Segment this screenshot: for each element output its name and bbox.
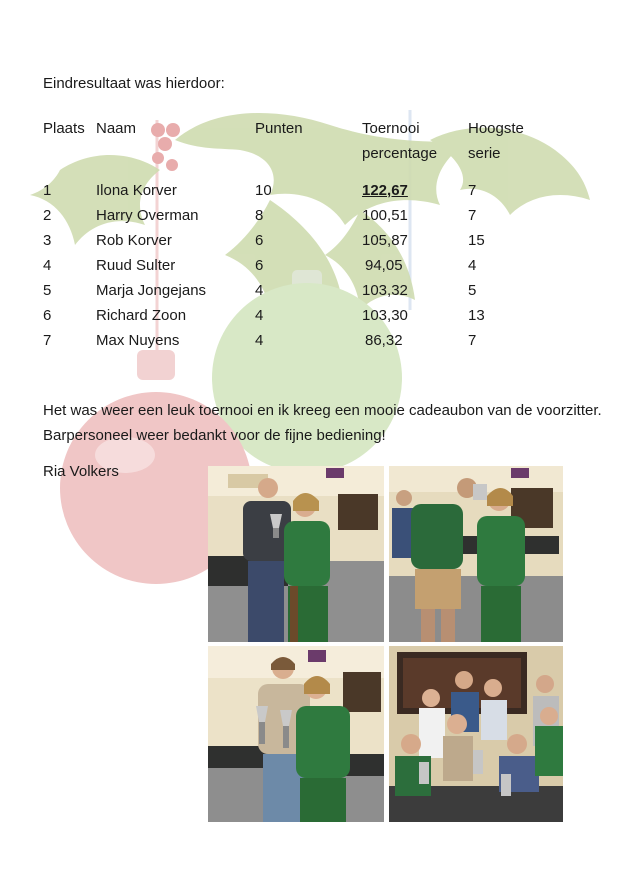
cell-plaats: 2 — [43, 207, 52, 224]
cell-plaats: 5 — [43, 282, 52, 299]
closing-paragraph: Het was weer een leuk toernooi en ik kreeg een mooie cadeaubon van de voorzitter. Barpersoneel weer bedankt voor de fijne bediening! — [43, 402, 602, 444]
cell-naam: Rob Korver — [96, 232, 172, 249]
photo-group — [389, 646, 563, 822]
header-hoogste-serie — [468, 116, 524, 166]
cell-plaats: 6 — [43, 307, 52, 324]
cell-naam: Ruud Sulter — [96, 257, 176, 274]
cell-percentage-highlight: 122,67 — [362, 182, 408, 199]
cell-naam: Richard Zoon — [96, 307, 187, 324]
table-row — [0, 328, 629, 353]
cell-punten: 6 — [255, 232, 264, 249]
header-serie-line1: Hoogste — [468, 120, 524, 137]
cell-naam: Marja Jongejans — [96, 282, 207, 299]
header-naam: Naam — [96, 120, 137, 137]
cell-serie: 7 — [468, 182, 477, 199]
intro-text: Eindresultaat was hierdoor: — [43, 75, 225, 92]
table-row — [0, 253, 629, 278]
cell-naam: Harry Overman — [96, 207, 199, 224]
photo-winner-trophy — [208, 466, 384, 642]
cell-percentage: 103,30 — [362, 307, 408, 324]
header-percentage-line2: percentage — [362, 145, 438, 162]
cell-percentage: 94,05 — [365, 257, 403, 274]
cell-percentage: 105,87 — [362, 232, 408, 249]
header-serie-line2: serie — [468, 145, 501, 162]
cell-serie: 4 — [468, 257, 477, 274]
cell-serie: 13 — [468, 307, 485, 324]
table-row — [0, 203, 629, 228]
cell-punten: 8 — [255, 207, 264, 224]
cell-punten: 10 — [255, 182, 272, 199]
cell-percentage: 103,32 — [362, 282, 408, 299]
table-row — [0, 178, 629, 203]
cell-serie: 15 — [468, 232, 485, 249]
cell-serie: 7 — [468, 207, 477, 224]
signature: Ria Volkers — [43, 463, 119, 480]
photo-two-trophies — [208, 646, 384, 822]
cell-plaats: 4 — [43, 257, 52, 274]
table-row — [0, 303, 629, 328]
cell-percentage: 100,51 — [362, 207, 408, 224]
cell-plaats: 7 — [43, 332, 52, 349]
table-row — [0, 228, 629, 253]
header-percentage — [362, 116, 437, 166]
cell-punten: 4 — [255, 332, 264, 349]
photo-kissing-trophy — [389, 466, 563, 642]
header-plaats: Plaats — [43, 120, 85, 137]
cell-plaats: 3 — [43, 232, 52, 249]
cell-serie: 5 — [468, 282, 477, 299]
header-percentage-line1: Toernooi — [362, 120, 420, 137]
cell-punten: 6 — [255, 257, 264, 274]
cell-plaats: 1 — [43, 182, 52, 199]
header-punten: Punten — [255, 120, 303, 137]
table-row — [0, 278, 629, 303]
cell-naam: Max Nuyens — [96, 332, 180, 349]
cell-naam: Ilona Korver — [96, 182, 177, 199]
cell-serie: 7 — [468, 332, 477, 349]
cell-percentage: 86,32 — [365, 332, 403, 349]
cell-punten: 4 — [255, 282, 264, 299]
cell-punten: 4 — [255, 307, 264, 324]
